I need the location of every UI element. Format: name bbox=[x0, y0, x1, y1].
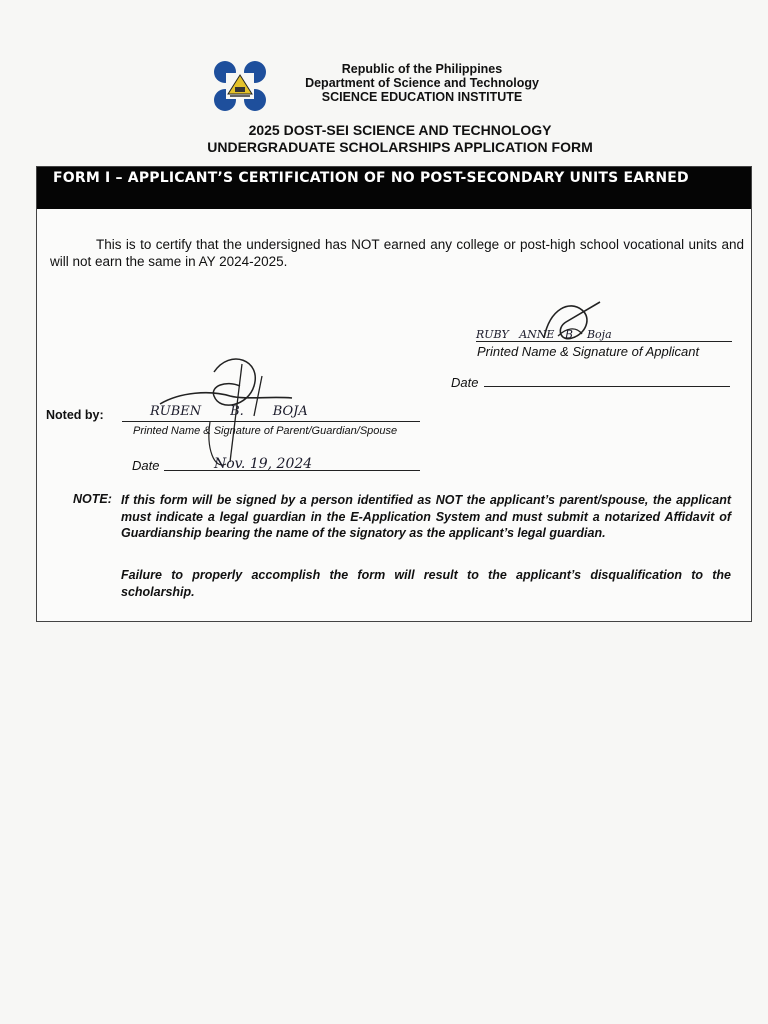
parent-handwritten-name: RUBEN B. BOJA bbox=[150, 404, 308, 419]
parent-date-line bbox=[164, 470, 420, 471]
dost-logo-icon bbox=[212, 60, 268, 112]
applicant-date-line bbox=[484, 386, 730, 387]
applicant-date-label: Date bbox=[451, 375, 479, 390]
noted-by-label: Noted by: bbox=[46, 408, 104, 422]
agency-header bbox=[272, 62, 572, 104]
parent-date-label: Date bbox=[132, 458, 160, 473]
form-title-line-1: 2025 DOST-SEI SCIENCE AND TECHNOLOGY bbox=[248, 122, 552, 138]
form-title bbox=[140, 122, 660, 156]
parent-signature-line bbox=[122, 421, 420, 422]
parent-handwritten-date: Nov. 19, 2024 bbox=[214, 456, 313, 472]
institute-name: SCIENCE EDUCATION INSTITUTE bbox=[321, 90, 523, 104]
applicant-signature-label: Printed Name & Signature of Applicant bbox=[477, 344, 700, 359]
department-name: Department of Science and Technology bbox=[305, 76, 539, 90]
parent-signature-icon bbox=[150, 352, 300, 472]
form-title-line-2: UNDERGRADUATE SCHOLARSHIPS APPLICATION FORM bbox=[207, 139, 593, 155]
note-label: NOTE: bbox=[73, 492, 112, 506]
disqualification-warning: Failure to properly accomplish the form will result to the applicant’s disqualification to the scholarship. bbox=[121, 568, 731, 599]
form-section-title: FORM I – APPLICANT’S CERTIFICATION OF NO POST-SECONDARY UNITS EARNED bbox=[37, 167, 751, 209]
applicant-handwritten-name: RUBY ANNE B. Boja bbox=[476, 328, 612, 341]
form-box bbox=[36, 166, 752, 622]
certification-statement bbox=[50, 236, 744, 270]
parent-signature-label: Printed Name & Signature of Parent/Guardian/Spouse bbox=[133, 425, 398, 437]
note-text: If this form will be signed by a person identified as NOT the applicant’s parent/spouse, the applicant must indicate a legal guardian in the E-Application System and must submit a notarized Affidavit of Guardianship bearing the name of the signatory as the applicant’s legal guardian. bbox=[121, 493, 731, 540]
certification-text: This is to certify that the undersigned has NOT earned any college or post-high school vocational units and will not earn the same in AY 2024-2025. bbox=[50, 237, 744, 269]
country-name: Republic of the Philippines bbox=[341, 62, 503, 76]
applicant-signature-line bbox=[476, 341, 732, 342]
